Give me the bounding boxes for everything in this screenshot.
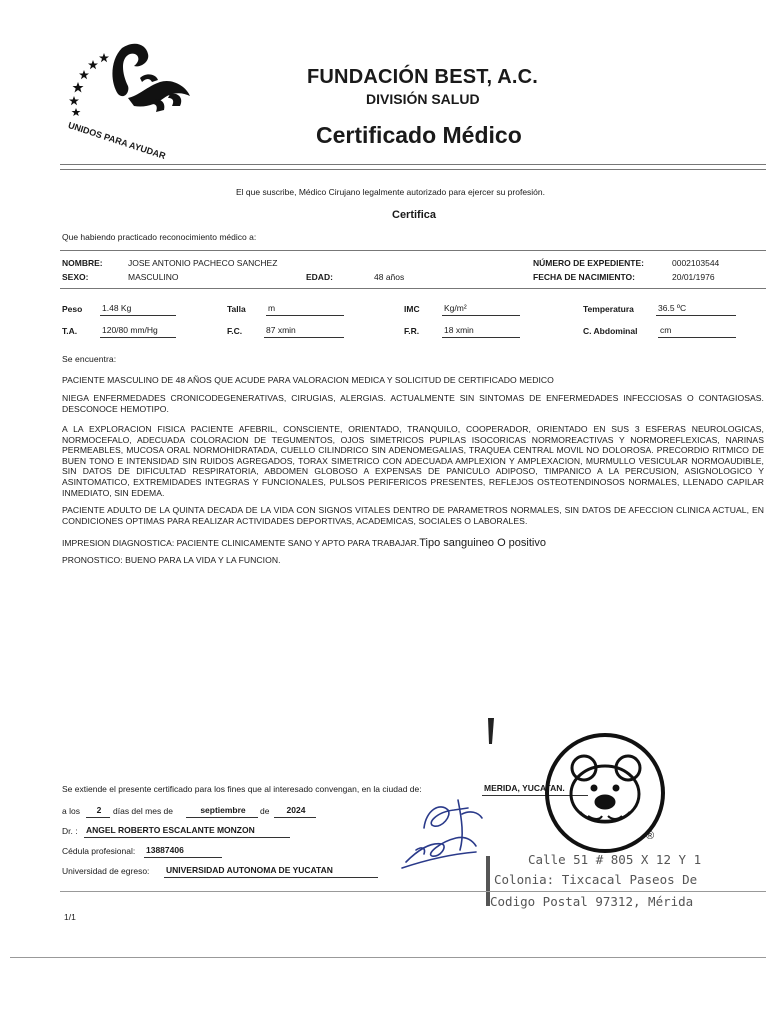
prognosis: PRONOSTICO: BUENO PARA LA VIDA Y LA FUNCION. bbox=[62, 555, 281, 565]
abdominal-label: C. Abdominal bbox=[583, 326, 638, 336]
temperature-label: Temperatura bbox=[583, 304, 634, 314]
record-number: 0002103544 bbox=[672, 258, 720, 268]
document-title: Certificado Médico bbox=[316, 122, 522, 148]
extends-statement: Se extiende el presente certificado para los fines que al interesado convengan, en la ciudad de: bbox=[62, 784, 422, 794]
page-number: 1/1 bbox=[64, 912, 76, 922]
patient-divider-top bbox=[60, 250, 766, 251]
imc-label: IMC bbox=[404, 304, 420, 314]
city-value: MERIDA, YUCATAN. bbox=[482, 783, 588, 796]
stamp-bracket bbox=[486, 856, 490, 906]
ta-value: 120/80 mm/Hg bbox=[100, 325, 176, 338]
days-of-label: días del mes de bbox=[113, 806, 174, 816]
fc-label: F.C. bbox=[227, 326, 243, 336]
birth-date: 20/01/1976 bbox=[672, 272, 715, 282]
fr-value: 18 xmin bbox=[442, 325, 520, 338]
patient-name: JOSE ANTONIO PACHECO SANCHEZ bbox=[128, 258, 278, 268]
temperature-value: 36.5 ºC bbox=[656, 303, 736, 316]
month-value: septiembre bbox=[186, 805, 258, 818]
intro-statement: El que suscribe, Médico Cirujano legalmente autorizado para ejercer su profesión. bbox=[236, 187, 546, 197]
division-name: DIVISIÓN SALUD bbox=[366, 91, 480, 107]
age-label: EDAD: bbox=[306, 272, 333, 282]
talla-label: Talla bbox=[227, 304, 246, 314]
university-label: Universidad de egreso: bbox=[62, 866, 150, 876]
paragraph-exam: A LA EXPLORACION FISICA PACIENTE AFEBRIL, CONSCIENTE, ORIENTADO, TRANQUILO, COOPERADOR, ORIENTADO EN SUS 3 ESFERAS NEUROLOGICAS, NORMOCEFALO, ADECUADA COLORACION DE TEGUMENTOS, OJOS SIMETRICOS PUPILAS ISOCORICAS NORMOREACTIVAS Y NORMOREFLEXICAS, NARINAS PERMEABLES, MUCOSA ORAL NORMOHIDRATADA, CUELLO CILINDRICO SIN ADENOMEGALIAS, TRAQUEA CENTRAL MOVIL NO DOLOROSA. PRECORDIO RITMICO DE BUEN TONO E INTENSIDAD SIN RUIDOS AGREGADOS, TORAX SIMETRICO CON ADECUADA AMPLEXION Y AMPLEXACION, MURMULLO VESICULAR NORMOAUDIBLE, SIN DATOS DE DIFICULTAD RESPIRATORIA, ABDOMEN GLOBOSO A EXPENSAS DE PANICULO ADIPOSO, TIMPANICO A LA PERCUSION, ASIGNOLOGICO Y ASINTOMATICO, EXTREMIDADES INTEGRAS Y FUNCIONALES, PULSOS PERIFERICOS PRESENTES, REFLEJOS OSTEOTENDINOSOS NORMALES, LLENADO CAPILAR INMEDIATO, SIN EDEMA. bbox=[62, 424, 764, 498]
paragraph-conclusion: PACIENTE ADULTO DE LA QUINTA DECADA DE LA VIDA CON SIGNOS VITALES DENTRO DE PARAMETROS NORMALES, SIN DATOS DE AFECCION CLINICA ACTUAL, EN CONDICIONES OPTIMAS PARA REALIZAR ACTIVIDADES DEPORTIVAS, ACADEMICAS, SOCIALES O LABORALES. bbox=[62, 505, 764, 526]
de-label: de bbox=[260, 806, 270, 816]
year-value: 2024 bbox=[274, 805, 316, 818]
peso-label: Peso bbox=[62, 304, 83, 314]
university-value: UNIVERSIDAD AUTONOMA DE YUCATAN bbox=[164, 865, 378, 878]
stamp-mark bbox=[484, 716, 498, 746]
fr-label: F.R. bbox=[404, 326, 420, 336]
fc-value: 87 xmin bbox=[264, 325, 344, 338]
footer-divider bbox=[60, 891, 766, 892]
name-label: NOMBRE: bbox=[62, 258, 103, 268]
doctor-name: ANGEL ROBERTO ESCALANTE MONZON bbox=[84, 825, 290, 838]
a-los-label: a los bbox=[62, 806, 80, 816]
certifies-heading: Certifica bbox=[392, 209, 437, 221]
stamp-address-line2: Colonia: Tixcacal Paseos De bbox=[494, 872, 698, 887]
sex-label: SEXO: bbox=[62, 272, 89, 282]
peso-value: 1.48 Kg bbox=[100, 303, 176, 316]
record-label: NÚMERO DE EXPEDIENTE: bbox=[533, 258, 644, 268]
paragraph-reason: PACIENTE MASCULINO DE 48 AÑOS QUE ACUDE PARA VALORACION MEDICA Y SOLICITUD DE CERTIFICADO MEDICO bbox=[62, 375, 554, 385]
foundation-logo bbox=[64, 38, 204, 161]
day-value: 2 bbox=[86, 805, 110, 818]
ta-label: T.A. bbox=[62, 326, 78, 336]
paragraph-history: NIEGA ENFERMEDADES CRONICODEGENERATIVAS, CIRUGIAS, ALERGIAS. ACTUALMENTE SIN SINTOMAS DE ENFERMEDADES INFECCIOSAS O CONTAGIOSAS. DESCONOCE HEMOTIPO. bbox=[62, 393, 764, 414]
intro-lead: Que habiendo practicado reconocimiento médico a: bbox=[62, 232, 257, 242]
found-label: Se encuentra: bbox=[62, 354, 117, 364]
imc-value: Kg/m² bbox=[442, 303, 520, 316]
talla-value: m bbox=[266, 303, 344, 316]
stamp-address-line3: Codigo Postal 97312, Mérida bbox=[490, 894, 694, 909]
dob-label: FECHA DE NACIMIENTO: bbox=[533, 272, 635, 282]
doctor-label: Dr. : bbox=[62, 826, 78, 836]
diagnostic-impression bbox=[62, 533, 546, 551]
stamp-address-line1: Calle 51 # 805 X 12 Y 1 bbox=[528, 852, 702, 867]
header-divider-top bbox=[60, 164, 766, 165]
organization-name: FUNDACIÓN BEST, A.C. bbox=[307, 66, 539, 88]
cedula-label: Cédula profesional: bbox=[62, 846, 136, 856]
patient-age: 48 años bbox=[374, 272, 405, 282]
diagnostic-text: IMPRESION DIAGNOSTICA: PACIENTE CLINICAMENTE SANO Y APTO PARA TRABAJAR. bbox=[62, 538, 420, 548]
abdominal-value: cm bbox=[658, 325, 736, 338]
header-divider-bottom bbox=[60, 169, 766, 170]
patient-sex: MASCULINO bbox=[128, 272, 179, 282]
logo-tagline: UNIDOS PARA AYUDAR bbox=[66, 120, 167, 161]
page-bottom-divider bbox=[10, 957, 766, 958]
cedula-value: 13887406 bbox=[144, 845, 222, 858]
patient-divider-bottom bbox=[60, 288, 766, 289]
blood-type-note: Tipo sanguineo O positivo bbox=[419, 537, 546, 549]
registered-mark: ® bbox=[646, 830, 655, 842]
